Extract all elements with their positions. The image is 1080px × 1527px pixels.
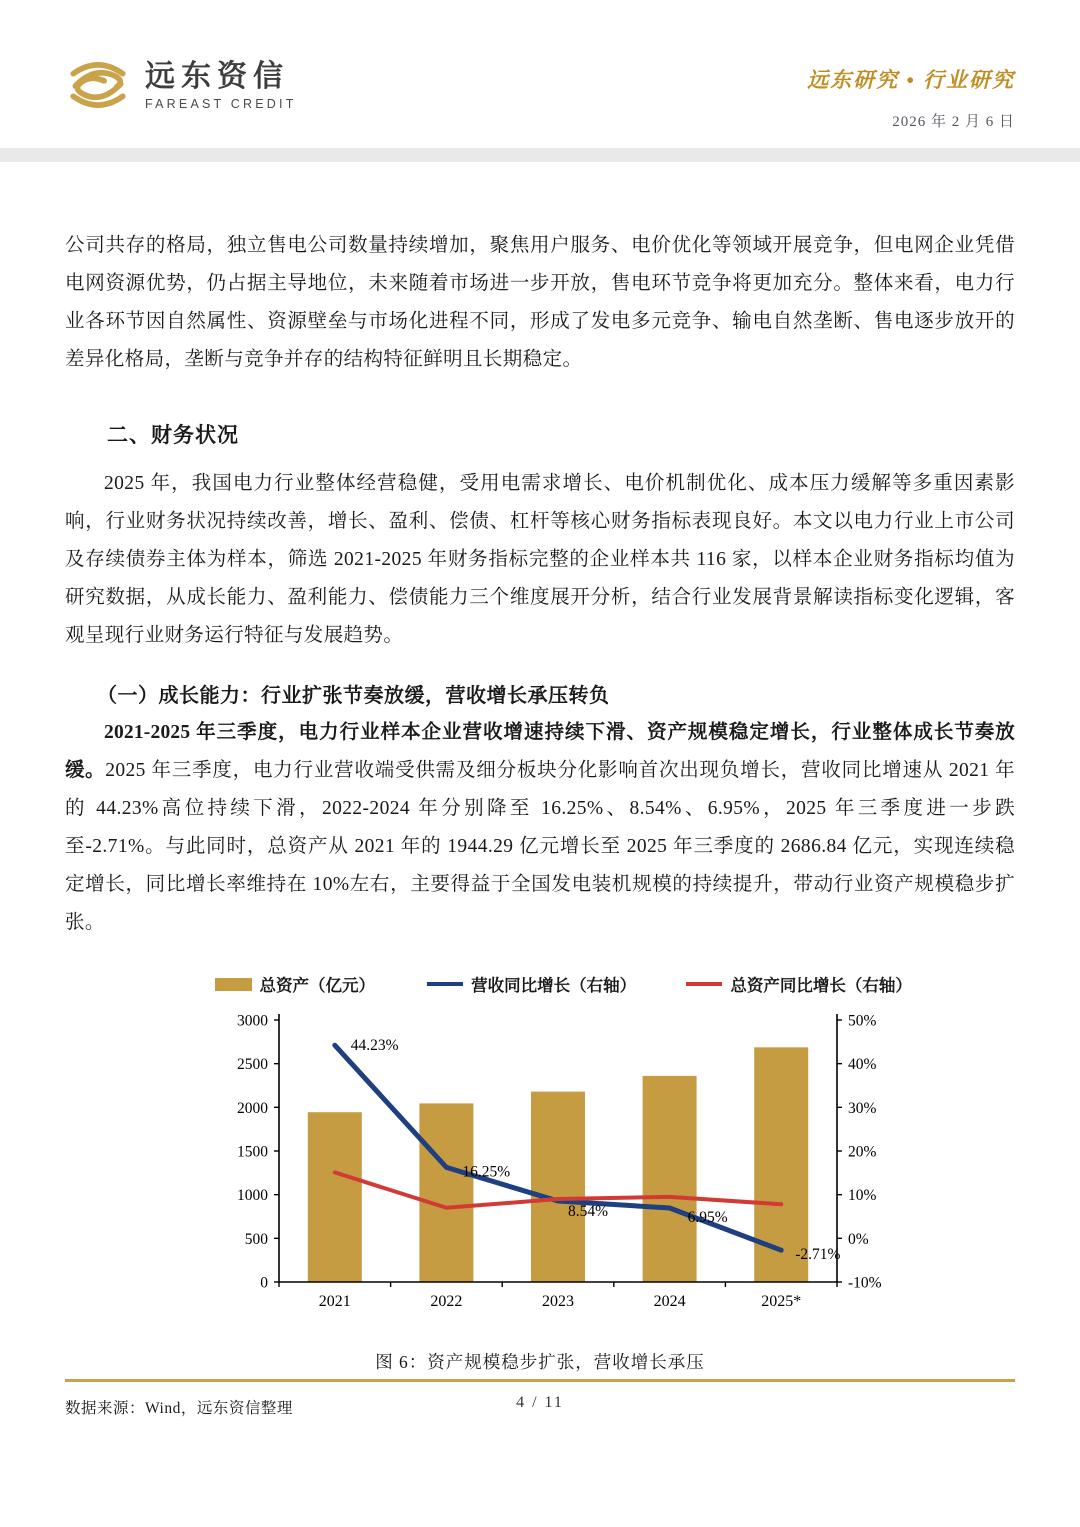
legend-item-1 [427, 972, 637, 996]
growth-chart [215, 1006, 905, 1318]
section-heading-financial-status: 二、财务状况 [107, 423, 239, 447]
page-header [0, 0, 1080, 131]
legend-swatch-2 [686, 982, 723, 986]
logo-en-text: FAREAST CREDIT [145, 96, 297, 111]
svg-text:16.25%: 16.25% [462, 1163, 511, 1181]
chart-caption: 图 6：资产规模稳步扩张，营收增长承压 [375, 1352, 705, 1372]
logo-cn-text: 远东资信 [145, 59, 289, 93]
svg-text:10%: 10% [848, 1187, 877, 1205]
legend-item-2 [686, 972, 912, 996]
svg-text:0%: 0% [848, 1230, 869, 1248]
chart-legend [215, 972, 912, 996]
fareast-credit-logo-icon [65, 52, 131, 118]
growth-analysis-body: 2025 年三季度，电力行业营收端受供需及细分板块分化影响首次出现负增长，营收同比增速从 2021 年的 44.23%高位持续下滑，2022-2024 年分别降至 16.25%、8.54%、6.95%，2025 年三季度进一步跌至-2.71%。与此同时，总资产从 2021 年的 1944.29 亿元增长至 2025 年三季度的 2686.84 亿元，实现连续稳定增长，同比增长率维持在 10%左右，主要得益于全国发电装机规模的持续提升，带动行业资产规模稳步扩张。 [65, 760, 1015, 933]
svg-text:1000: 1000 [237, 1187, 268, 1205]
svg-text:2000: 2000 [237, 1099, 268, 1117]
paragraph-market-structure: 公司共存的格局，独立售电公司数量持续增加，聚焦用户服务、电价优化等领域开展竞争，但电网企业凭借电网资源优势，仍占据主导地位，未来随着市场进一步开放，售电环节竞争将更加充分。整体来看，电力行业各环节因自然属性、资源壁垒与市场化进程不同，形成了发电多元竞争、输电自然垄断、售电逐步放开的差异化格局，垄断与竞争并存的结构特征鲜明且长期稳定。 [65, 235, 1015, 370]
footer-divider [65, 1379, 1015, 1382]
svg-text:3000: 3000 [237, 1012, 268, 1030]
data-source-note: 数据来源：Wind，远东资信整理 [65, 1400, 293, 1417]
svg-text:0: 0 [260, 1274, 268, 1292]
header-divider-strip [0, 148, 1080, 162]
legend-label-2: 总资产同比增长（右轴） [730, 976, 912, 995]
logo-text [145, 60, 297, 111]
svg-text:20%: 20% [848, 1143, 877, 1161]
svg-text:2023: 2023 [542, 1293, 574, 1310]
page-content [0, 227, 1080, 1418]
legend-swatch-1 [427, 982, 464, 986]
svg-text:500: 500 [244, 1230, 268, 1248]
chart-area [215, 1006, 905, 1323]
header-right [807, 52, 1015, 131]
svg-text:2022: 2022 [430, 1293, 463, 1310]
fareast-credit-logo [65, 52, 297, 118]
svg-text:50%: 50% [848, 1012, 877, 1030]
svg-text:8.54%: 8.54% [568, 1203, 609, 1221]
paragraph-growth-analysis [65, 714, 1015, 942]
svg-text:2021: 2021 [318, 1293, 351, 1310]
svg-text:44.23%: 44.23% [350, 1037, 399, 1055]
report-series-title: 远东研究 • 行业研究 [807, 68, 1015, 92]
svg-text:30%: 30% [848, 1099, 877, 1117]
growth-analysis-lead: 2021-2025 年三季度，电力行业样本企业营收增速持续下滑、资产规模稳定增长，行业整体成长节奏放缓。 [65, 722, 1015, 781]
legend-item-0 [215, 972, 376, 996]
svg-text:6.95%: 6.95% [687, 1208, 728, 1226]
paragraph-financial-overview: 2025 年，我国电力行业整体经营稳健，受用电需求增长、电价机制优化、成本压力缓解等多重因素影响，行业财务状况持续改善，增长、盈利、偿债、杠杆等核心财务指标表现良好。本文以电力行业上市公司及存续债券主体为样本，筛选 2021-2025 年财务指标完整的企业样本共 116 家，以样本企业财务指标均值为研究数据，从成长能力、盈利能力、偿债能力三个维度展开分析，结合行业发展背景解读指标变化逻辑，客观呈现行业财务运行特征与发展趋势。 [65, 473, 1015, 646]
legend-label-0: 总资产（亿元） [259, 976, 376, 995]
svg-text:2500: 2500 [237, 1056, 268, 1074]
report-date: 2026 年 2 月 6 日 [892, 114, 1015, 130]
svg-text:2024: 2024 [653, 1293, 686, 1310]
svg-text:-10%: -10% [848, 1274, 882, 1292]
page-number: 4 / 11 [516, 1394, 564, 1411]
svg-text:2025*: 2025* [761, 1293, 802, 1310]
legend-label-1: 营收同比增长（右轴） [471, 976, 637, 995]
svg-text:-2.71%: -2.71% [795, 1246, 841, 1264]
subsection-heading-growth-ability: （一）成长能力：行业扩张节奏放缓，营收增长承压转负 [97, 685, 610, 707]
svg-text:40%: 40% [848, 1056, 877, 1074]
legend-swatch-0 [215, 978, 252, 991]
svg-text:1500: 1500 [237, 1143, 268, 1161]
